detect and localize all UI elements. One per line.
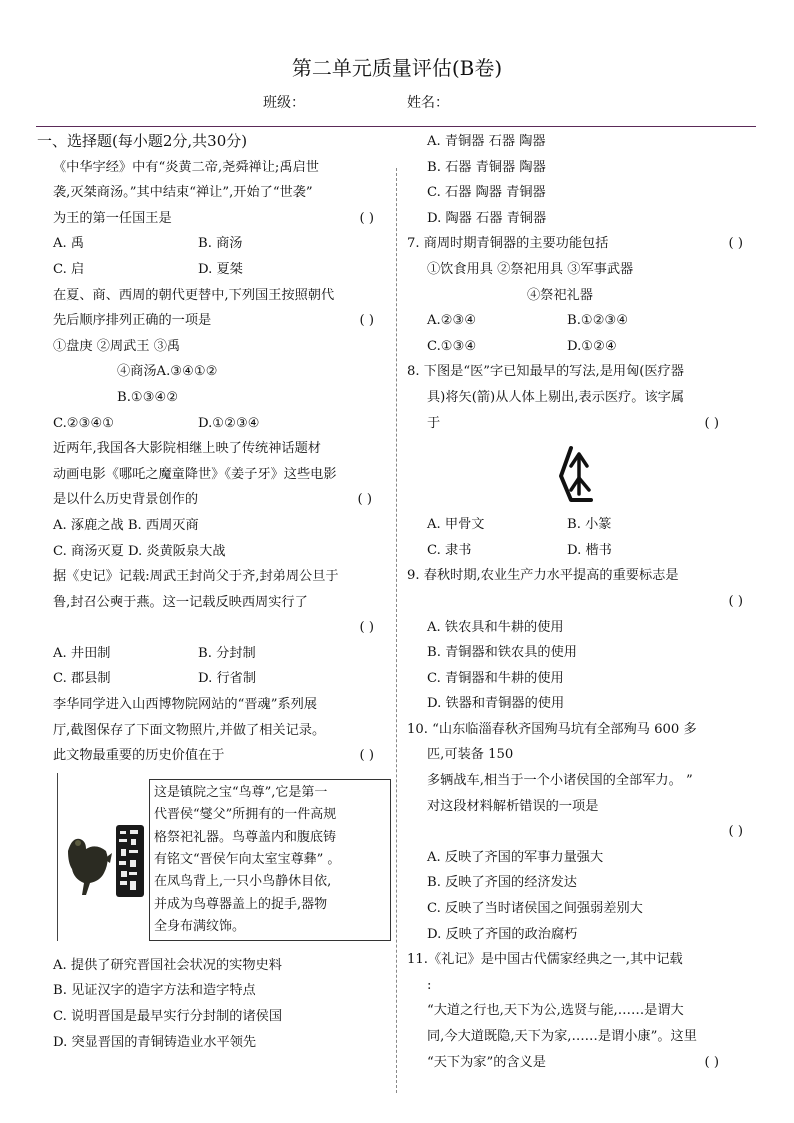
bird-zun-artifact-icon [58, 773, 148, 941]
q11-line: “天下为家”的含义是 ( ) [407, 1050, 767, 1076]
q1-options-row [53, 257, 388, 283]
box-line: 有铭文“晋侯乍向太室宝尊彝” 。 [154, 852, 341, 868]
q6-option: D. 陶器 石器 青铜器 [427, 210, 547, 226]
option-d: D.①②④ [567, 338, 617, 354]
q3-option: A. 涿鹿之战 B. 西周灭商 [53, 517, 199, 533]
option-c: C. 隶书 [427, 542, 472, 558]
option-d: D. 楷书 [567, 542, 612, 558]
q10-option: D. 反映了齐国的政治腐朽 [427, 926, 578, 942]
option-b: B. 小篆 [567, 517, 612, 533]
q1-line: 为王的第一任国王是 ( ) [53, 206, 388, 232]
answer-paren: ( ) [704, 415, 719, 431]
answer-paren: ( ) [359, 313, 374, 329]
q1-line: 袭,灭桀商汤。”其中结束“禅让”,开始了“世袭” [53, 185, 313, 201]
option-b: B. 商汤 [198, 236, 243, 252]
q10-paren-line [407, 819, 767, 845]
q11-line: 11.《礼记》是中国古代儒家经典之一,其中记载 [407, 952, 683, 968]
q2-line: 先后顺序排列正确的一项是 ( ) [53, 308, 388, 334]
answer-paren: ( ) [359, 748, 374, 764]
q3-line: 是以什么历史背景创作的 ( ) [53, 487, 388, 513]
q8-options-row [407, 538, 767, 564]
q7-options-row [407, 334, 767, 360]
q4-options-row [53, 641, 388, 667]
q6-option: A. 青铜器 石器 陶器 [427, 134, 546, 149]
q7-items: ①饮食用具 ②祭祀用具 ③军事武器 [427, 261, 634, 277]
box-line: 并成为鸟尊器盖上的捉手,器物 [154, 896, 328, 912]
q10-option: A. 反映了齐国的军事力量强大 [427, 849, 604, 865]
q9-option: B. 青铜器和铁农具的使用 [427, 645, 577, 661]
answer-paren: ( ) [728, 236, 743, 252]
name-label: 姓名： [407, 95, 449, 111]
class-label: 班级： [263, 95, 305, 111]
option-a: A. 井田制 [53, 645, 111, 661]
q4-line: 鲁,封召公奭于燕。这一记载反映西周实行了 [53, 594, 308, 610]
answer-paren: ( ) [704, 1054, 719, 1070]
q3-option: C. 商汤灭夏 D. 炎黄阪泉大战 [53, 543, 226, 559]
q8-line: 于 ( ) [407, 411, 767, 437]
artifact-photo [57, 773, 148, 941]
q5-line: 李华同学进入山西博物院网站的“晋魂”系列展 [53, 697, 318, 713]
q10-line: 10. “山东临淄春秋齐国殉马坑有全部殉马 600 多 [407, 721, 697, 737]
q9-stem: 9. 春秋时期,农业生产力水平提高的重要标志是 [407, 568, 679, 584]
q3-line: 近两年,我国各大影院相继上映了传统神话题材 [53, 441, 321, 457]
q7-stem: 7. 商周时期青铜器的主要功能包括 ( ) [407, 231, 767, 257]
q11-line: “大道之行也,天下为公,选贤与能,……是谓大 [427, 1003, 684, 1019]
option-c: C. 郡县制 [53, 671, 111, 687]
q10-line: 多辆战车,相当于一个小诸侯国的全部军力。 ” [427, 773, 693, 789]
q10-line: 对这段材料解析错误的一项是 [427, 798, 599, 814]
q3-line: 动画电影《哪吒之魔童降世》《姜子牙》这些电影 [53, 466, 337, 482]
option-d: D. 夏桀 [198, 261, 243, 277]
q8-options-row [407, 512, 767, 538]
q5-option: D. 突显晋国的青铜铸造业水平领先 [53, 1034, 257, 1050]
q1-line: 《中华字经》中有“炎黄二帝,尧舜禅让;禹启世 [53, 159, 319, 175]
box-line: 在凤鸟背上,一只小鸟静休目依, [154, 874, 332, 890]
answer-paren: ( ) [359, 620, 374, 636]
q11-line: : [427, 977, 432, 993]
q10-option: C. 反映了当时诸侯国之间强弱差别大 [427, 901, 643, 917]
q9-paren-line [407, 589, 767, 615]
option-d: D.①②③④ [198, 415, 260, 431]
option-a: A.②③④ [427, 313, 477, 329]
q5-line: 厅,截图保存了下面文物照片,并做了相关记录。 [53, 722, 326, 738]
option-c: C.②③④① [53, 415, 115, 431]
q10-option: B. 反映了齐国的经济发达 [427, 875, 577, 891]
right-column [407, 129, 767, 1075]
q5-option: B. 见证汉字的造字方法和造字特点 [53, 983, 256, 999]
option-c: C. 启 [53, 261, 85, 277]
answer-paren: ( ) [357, 492, 372, 508]
answer-paren: ( ) [728, 593, 743, 609]
section-title: 一、选择题(每小题2分,共30分) [37, 132, 248, 150]
q2-options-row [53, 411, 388, 437]
column-divider [396, 168, 397, 1093]
q9-option: C. 青铜器和牛耕的使用 [427, 670, 564, 686]
q11-line: 同,今大道既隐,天下为家,……是谓小康”。这里 [427, 1029, 697, 1044]
q5-line: 此文物最重要的历史价值在于 ( ) [53, 743, 388, 769]
q7-options-row [407, 308, 767, 334]
option-b: B. 分封制 [198, 645, 256, 661]
q7-items: ④祭祀礼器 [527, 287, 593, 303]
option-c: C.①③④ [427, 338, 477, 354]
box-line: 全身布满纹饰。 [154, 919, 246, 935]
q4-paren-line [53, 615, 388, 641]
option-b: B.①②③④ [567, 313, 629, 329]
option-a: A. 甲骨文 [427, 517, 485, 533]
q8-line: 8. 下图是“医”字已知最早的写法,是用匈(医疗器 [407, 364, 684, 380]
option-a: A. 禹 [53, 236, 85, 252]
answer-paren: ( ) [728, 824, 743, 840]
box-line: 这是镇院之宝“鸟尊”,它是第一 [154, 784, 328, 800]
artifact-figure [53, 773, 388, 949]
artifact-description-box [149, 779, 391, 941]
q9-option: D. 铁器和青铜器的使用 [427, 696, 565, 712]
box-line: 格祭祀礼器。鸟尊盖内和腹底铸 [154, 829, 337, 845]
q10-line: 匹,可装备 150 [427, 747, 514, 763]
header-rule [36, 126, 756, 127]
q2-line: 在夏、商、西周的朝代更替中,下列国王按照朝代 [53, 287, 335, 303]
q1-options-row [53, 231, 388, 257]
oracle-bone-yi-character-icon [557, 442, 597, 506]
q2-items: ①盘庚 ②周武王 ③禹 [53, 338, 181, 354]
answer-paren: ( ) [359, 210, 374, 226]
q6-option: B. 石器 青铜器 陶器 [427, 159, 546, 175]
q8-line: 具)将矢(箭)从人体上剔出,表示医疗。该字属 [427, 389, 685, 405]
q2-items: ④商汤A.③④①② [117, 364, 218, 380]
q4-options-row [53, 666, 388, 692]
q4-line: 据《史记》记载:周武王封尚父于齐,封弟周公旦于 [53, 569, 339, 585]
box-line: 代晋侯“燮父”所拥有的一件高规 [154, 807, 337, 823]
left-column [37, 129, 388, 1055]
q5-option: A. 提供了研究晋国社会状况的实物史料 [53, 957, 282, 973]
q5-option: C. 说明晋国是最早实行分封制的诸侯国 [53, 1009, 283, 1025]
option-d: D. 行省制 [198, 671, 257, 687]
q6-option: C. 石器 陶器 青铜器 [427, 185, 546, 201]
q9-option: A. 铁农具和牛耕的使用 [427, 619, 564, 635]
option-b: B.①③④② [117, 389, 179, 405]
page-title: 第二单元质量评估(B卷) [291, 56, 503, 80]
